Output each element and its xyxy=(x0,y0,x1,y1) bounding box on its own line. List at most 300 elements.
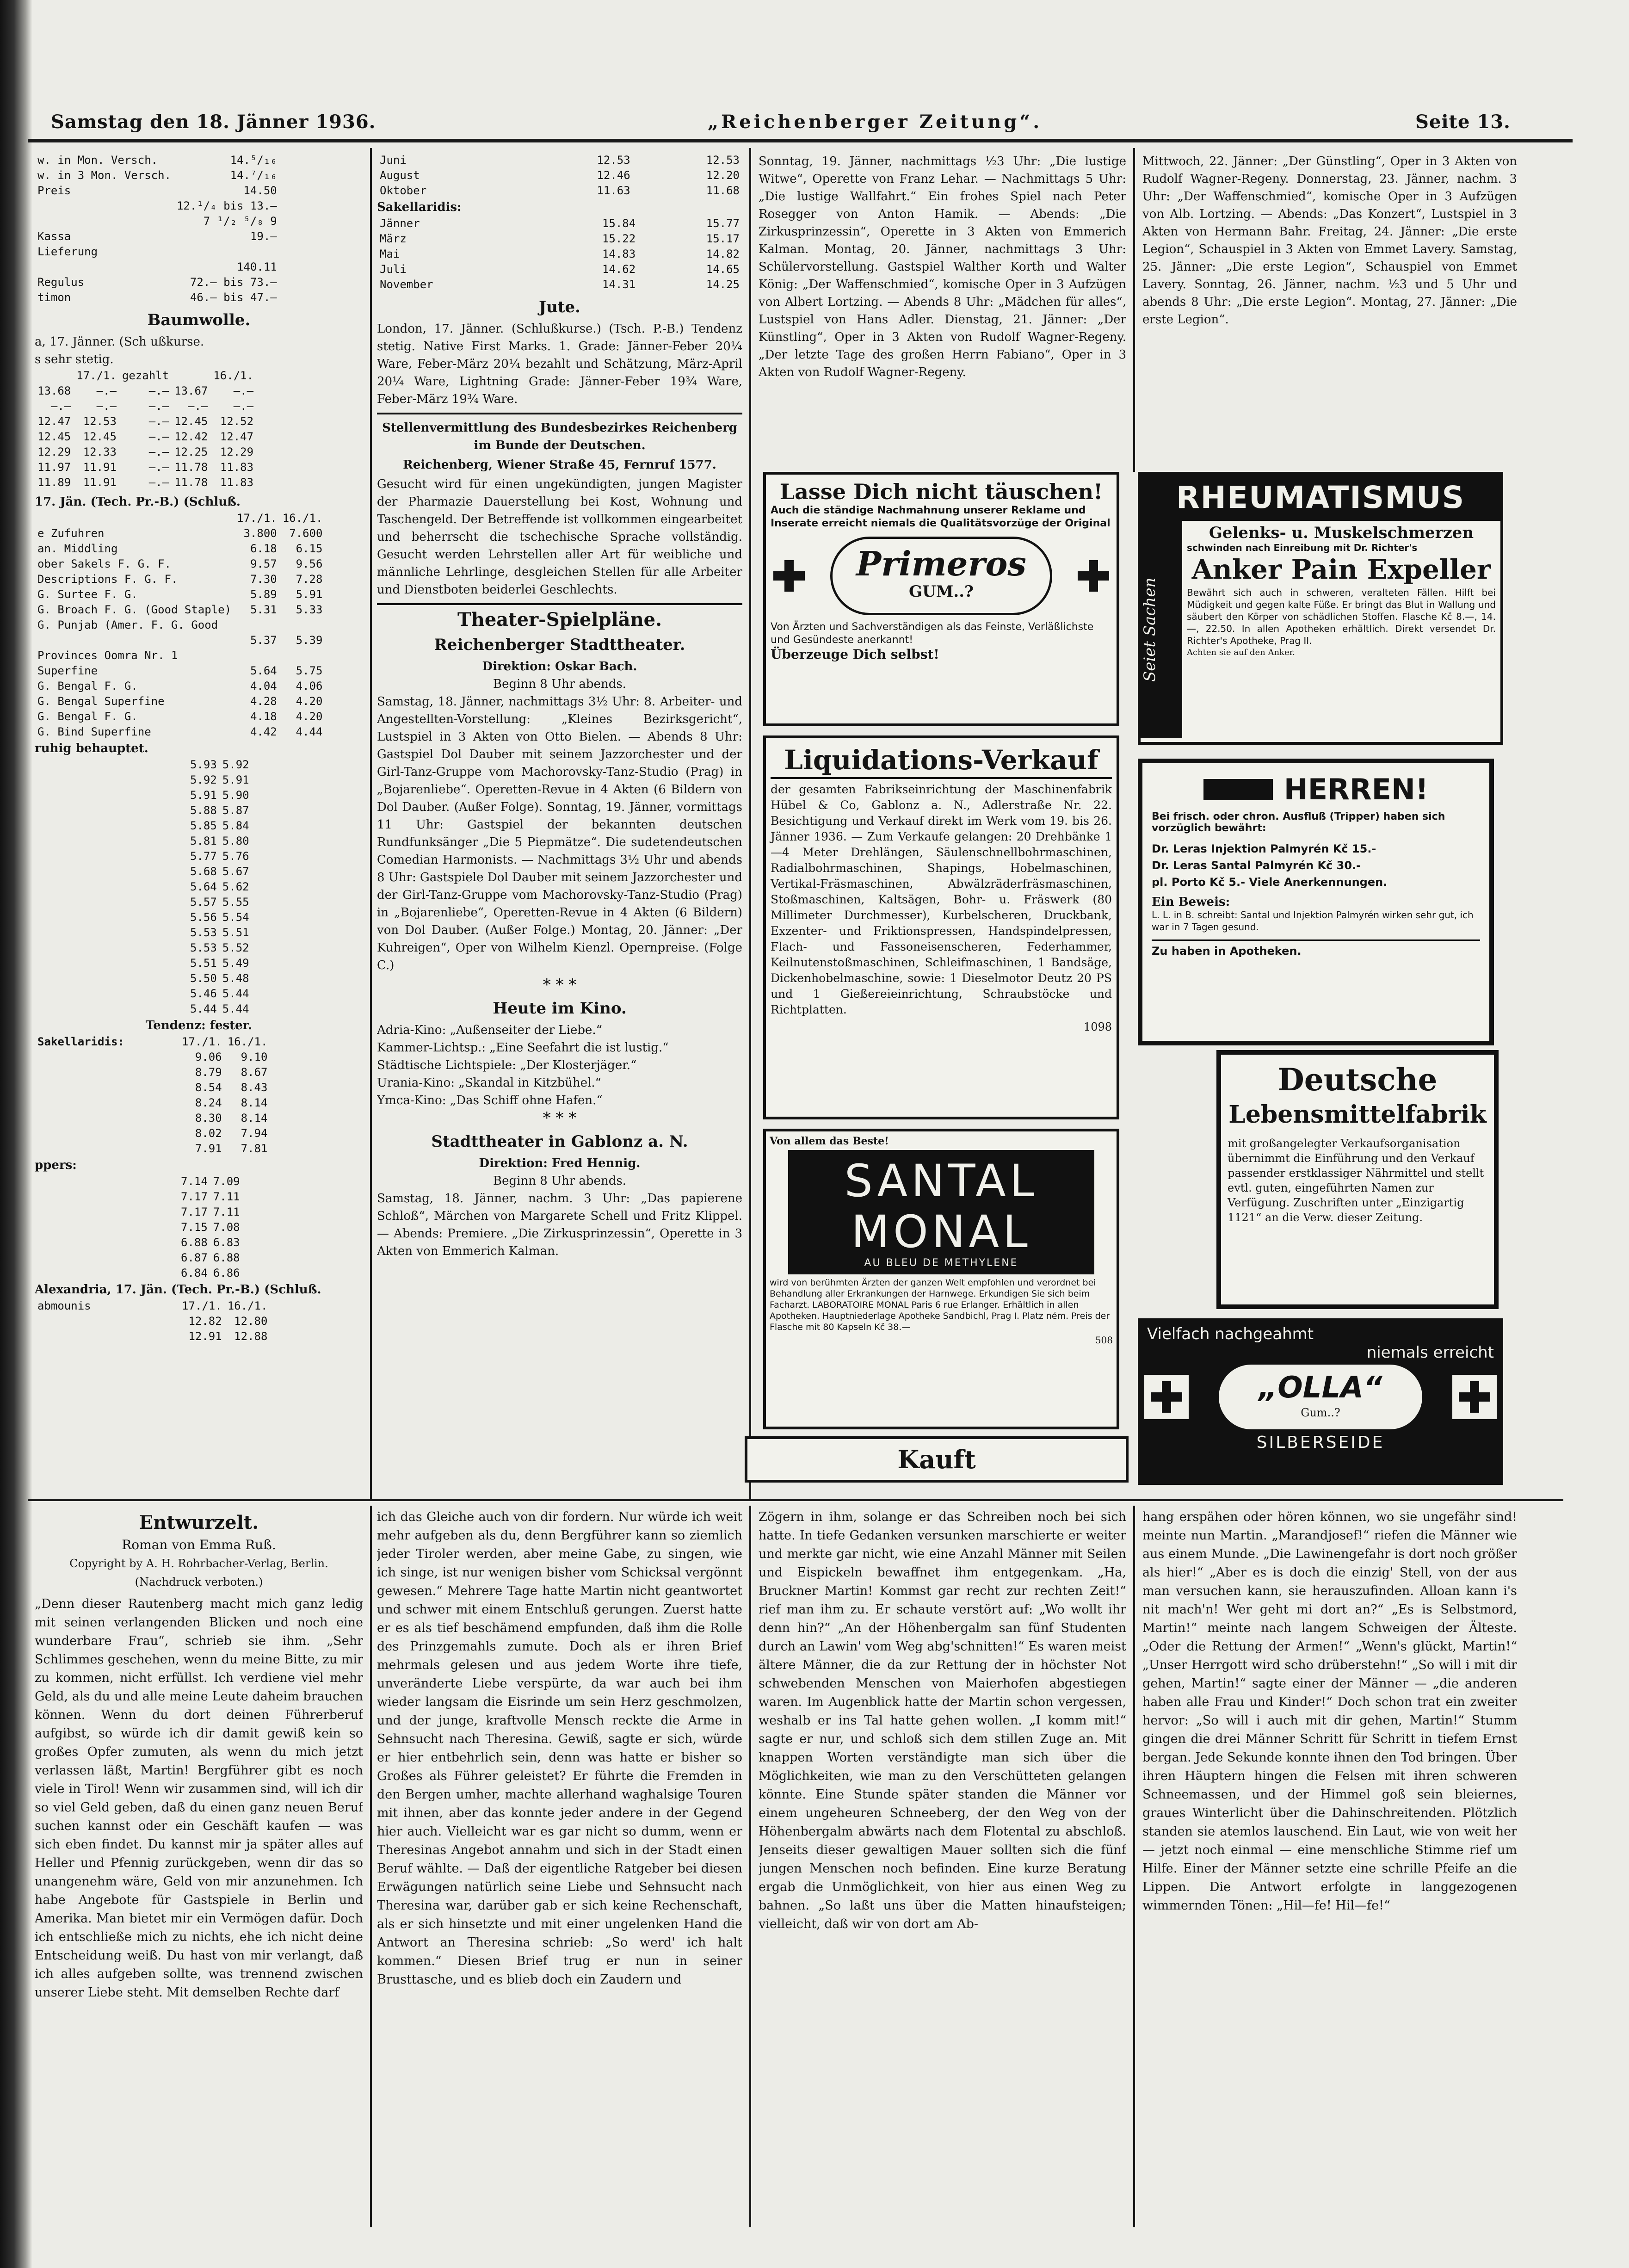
table-cell: 5.53 xyxy=(190,926,217,939)
table-cell: 9.57 xyxy=(250,557,277,570)
table-cell xyxy=(285,198,291,214)
table-cell xyxy=(285,214,291,229)
olla-foot: SILBERSEIDE xyxy=(1256,1433,1385,1452)
table-cell: 12.91 xyxy=(188,1330,222,1343)
table-cell xyxy=(280,275,285,290)
table-row xyxy=(35,445,256,460)
table-cell xyxy=(35,260,174,275)
santal-title: SANTAL xyxy=(844,1155,1038,1207)
schedule-column-4 xyxy=(1142,153,1517,472)
table-row xyxy=(187,895,252,910)
table-cell: —.— xyxy=(148,384,169,397)
table-cell: 9.10 xyxy=(241,1051,268,1063)
table-row xyxy=(178,1220,243,1235)
table-cell: 12.82 xyxy=(188,1315,222,1328)
table-cell: 14.50 xyxy=(243,184,277,197)
table-cell: 4.44 xyxy=(296,725,323,738)
table-cell: 4.20 xyxy=(296,710,323,723)
table-cell: 8.43 xyxy=(241,1081,268,1094)
table-row xyxy=(187,879,252,895)
cotton-heading: Baumwolle. xyxy=(147,311,251,329)
table-row xyxy=(178,1205,243,1220)
primeros-line: Auch die ständige Nachmahnung unserer Reklame und Inserate erreicht niemals die Qualitätsvorzüge der Original xyxy=(771,505,1111,529)
table-cell: 5.57 xyxy=(190,896,217,908)
table-cell: 5.91 xyxy=(190,789,217,802)
table-cell: 12.52 xyxy=(220,415,254,428)
table-row xyxy=(178,1235,243,1250)
table-row xyxy=(187,849,252,864)
table-row xyxy=(35,260,291,275)
table-row xyxy=(35,1095,270,1111)
table-row xyxy=(35,618,325,633)
table-row xyxy=(35,679,325,694)
table-cell: —.— xyxy=(188,400,208,413)
table-cell: G. Bengal Superfine xyxy=(37,695,165,708)
table-cell: G. Bengal F. G. xyxy=(37,710,138,723)
table-cell: 15.22 xyxy=(602,232,636,245)
table-row xyxy=(35,526,325,541)
table-cell: 5.81 xyxy=(190,834,217,847)
prices-table xyxy=(187,757,252,1017)
primeros-headline: Lasse Dich nicht täuschen! xyxy=(779,479,1103,504)
herren-proof: Ein Beweis: xyxy=(1152,895,1230,909)
table-row xyxy=(377,168,742,183)
novel-title: Entwurzelt. xyxy=(139,1512,259,1533)
table-cell: 7.08 xyxy=(213,1221,240,1234)
liquidation-code: 1098 xyxy=(1083,1020,1112,1033)
table-cell: 5.46 xyxy=(190,987,217,1000)
table-row xyxy=(35,183,291,198)
table-row xyxy=(35,663,325,679)
table-cell xyxy=(234,648,280,663)
table-cell: —.— xyxy=(50,400,71,413)
table-cell: 12.¹/₄ bis 13.— xyxy=(176,199,277,212)
table-cell: November xyxy=(380,278,433,291)
table-cell: 5.67 xyxy=(222,865,249,878)
table-cell xyxy=(35,633,234,648)
table-cell: 8.79 xyxy=(195,1066,222,1079)
table-row xyxy=(35,1080,270,1095)
lebensmittelfabrik-ad xyxy=(1216,1050,1499,1309)
table-row xyxy=(187,772,252,788)
table-row xyxy=(187,910,252,925)
herren-line-3: pl. Porto Kč 5.- Viele Anerkennungen. xyxy=(1152,876,1388,889)
table-cell: 12.53 xyxy=(597,154,630,167)
col-header: 17./1. xyxy=(76,369,117,382)
olla-top-2: niemals erreicht xyxy=(1366,1343,1494,1362)
herren-line-2: Dr. Leras Santal Palmyrén Kč 30.- xyxy=(1152,859,1361,872)
table-row xyxy=(187,834,252,849)
table-cell: e Zufuhren xyxy=(37,527,105,540)
table-cell: 5.62 xyxy=(222,880,249,893)
table-row xyxy=(35,244,291,260)
table-cell: 12.42 xyxy=(174,430,208,443)
table-cell: 72.— bis 73.— xyxy=(190,276,277,289)
stars-separator: * * * xyxy=(543,1109,577,1127)
table-cell: 11.97 xyxy=(37,461,71,474)
table-row xyxy=(187,971,252,986)
table-cell: timon xyxy=(37,291,71,304)
stars-separator: * * * xyxy=(543,976,577,994)
uppers-table xyxy=(178,1174,243,1281)
kino-item: Urania-Kino: „Skandal in Kitzbühel.“ xyxy=(377,1076,601,1090)
table-cell: 7.91 xyxy=(195,1142,222,1155)
table-cell xyxy=(285,290,291,305)
table-row xyxy=(35,475,256,490)
table-cell: 11.83 xyxy=(220,476,254,489)
table-cell xyxy=(35,198,174,214)
table-row xyxy=(377,153,742,168)
table-cell: Lieferung xyxy=(37,245,98,258)
binding-spine xyxy=(0,0,32,2268)
table-cell: —.— xyxy=(148,461,169,474)
table-row xyxy=(178,1250,243,1266)
herren-sub: Bei frisch. oder chron. Ausfluß (Tripper) haben sich vorzüglich bewährt: xyxy=(1152,811,1445,834)
kino-item: Adria-Kino: „Außenseiter der Liebe.“ xyxy=(377,1023,602,1037)
table-row xyxy=(187,788,252,803)
header-date: Samstag den 18. Jänner 1936. xyxy=(51,111,376,133)
table-cell: 7.17 xyxy=(181,1190,208,1203)
table-cell: 5.44 xyxy=(190,1002,217,1015)
table-cell: 5.37 xyxy=(250,634,277,647)
table-cell: 4.20 xyxy=(296,695,323,708)
table-cell: 5.76 xyxy=(222,850,249,863)
table-cell xyxy=(285,168,291,183)
table-cell: 4.28 xyxy=(250,695,277,708)
table-row xyxy=(178,1189,243,1205)
table-row xyxy=(377,277,742,292)
table-cell: 7.81 xyxy=(241,1142,268,1155)
table-cell: 5.49 xyxy=(222,957,249,970)
primeros-gum: GUM..? xyxy=(909,582,974,601)
table-cell: 5.64 xyxy=(190,880,217,893)
table-cell: 13.68 xyxy=(37,384,71,397)
table-cell: 7.11 xyxy=(213,1205,240,1218)
novel-text: Zögern in ihm, solange er das Schreiben noch bei sich hatte. In tiefe Gedanken versunken marschierte er weiter und merkte gar nicht, wie eine Anzahl Männer mit Seilen und Eispickeln bewaffnet ihm entgegenkam. „Ha, Bruckner Martin! Kommst gar recht zur rechten Zeit!“ rief man ihm zu. Er schaute verstört auf: „Wo wollt ihr denn hin?“ „An der Höhenbergalm san fünf Studenten durch an Lawin' vom Weg abg'schnitten!“ Es waren meist ältere Männer, die da zur Rettung der in höchster Not schwebenden Menschen von Maierhofen abgestiegen waren. Im Augenblick hatte der Martin schon vergessen, weshalb er ins Tal hatte gehen wollen. „I komm mit!“ sagte er nur, und schloß sich dem stillen Zuge an. Mit knappen Worten verständigte man sich über die Möglichkeiten, wie man zu den Verschütteten gelangen könnte. Eine Stunde später standen die Männer vor einem ungeheuren Schneeberg, der den Weg von der Höhenbergalm abwärts nach dem Flotental zu abschloß. Jenseits dieser gewaltigen Mauer sollten sich die fünf jungen Menschen noch befinden. Eine kurze Beratung ergab die Unmöglichkeit, von hier aus einen Weg zu bahnen. „So laßt uns über die Matten hinaufsteigen; vielleicht, daß wir von dort am Ab- xyxy=(759,1510,1126,1931)
table-row xyxy=(187,864,252,879)
column-rule xyxy=(1133,148,1135,472)
table-row xyxy=(35,572,325,587)
column-rule xyxy=(749,148,751,1499)
table-cell: —.— xyxy=(96,400,117,413)
rheuma-side: Seiet Sachen xyxy=(1141,521,1182,738)
table-cell: 11.91 xyxy=(83,476,117,489)
table-row xyxy=(377,216,742,231)
table-cell xyxy=(285,153,291,168)
table-cell: G. Punjab (Amer. F. G. Good xyxy=(37,618,218,631)
table-cell: August xyxy=(380,169,420,182)
table-row xyxy=(35,541,325,556)
section-rule xyxy=(28,1499,1563,1501)
table-cell: Juni xyxy=(380,154,407,167)
lebensmittel-title-2: Lebensmittelfabrik xyxy=(1228,1100,1487,1129)
santal-subtitle: AU BLEU DE METHYLENE xyxy=(864,1257,1018,1269)
table-cell: 7.15 xyxy=(181,1221,208,1234)
table-cell: Kassa xyxy=(37,230,71,243)
table-cell: 8.30 xyxy=(195,1112,222,1125)
markets-column-2 xyxy=(377,153,742,1494)
market-tendency: ruhig behauptet. xyxy=(35,742,148,755)
table-cell: 19.— xyxy=(250,230,277,243)
table-row xyxy=(35,229,291,244)
alexandria-heading: Alexandria, 17. Jän. (Tech. Pr.-B.) (Schluß. xyxy=(35,1283,321,1297)
table-cell xyxy=(280,618,326,633)
table-cell: 14.⁷/₁₆ xyxy=(230,169,277,182)
table-cell: 7.11 xyxy=(213,1190,240,1203)
table-cell: 5.68 xyxy=(190,865,217,878)
table-cell: Juli xyxy=(380,263,407,276)
table-cell: 12.53 xyxy=(706,154,740,167)
table-cell: 5.44 xyxy=(222,987,249,1000)
table-cell xyxy=(285,183,291,198)
table-cell: w. in 3 Mon. Versch. xyxy=(37,169,171,182)
cotton2-table xyxy=(35,511,325,740)
table-row xyxy=(35,1065,270,1080)
table-cell xyxy=(35,1126,179,1141)
rheuma-brand: Anker Pain Expeller xyxy=(1191,554,1491,585)
table-cell: 15.84 xyxy=(602,217,636,230)
table-cell: 12.45 xyxy=(37,430,71,443)
table-row xyxy=(35,399,256,414)
table-cell xyxy=(280,260,285,275)
table-cell: 5.55 xyxy=(222,896,249,908)
kino-heading: Heute im Kino. xyxy=(493,999,627,1018)
novel-column-4 xyxy=(1142,1508,1517,2230)
table-cell: ober Sakels F. G. F. xyxy=(37,557,171,570)
table-cell: 7.14 xyxy=(181,1175,208,1188)
table-cell: 5.48 xyxy=(222,972,249,985)
primeros-ad xyxy=(763,472,1119,726)
table-cell: 4.42 xyxy=(250,725,277,738)
table-row xyxy=(187,803,252,818)
table-cell: G. Broach F. G. (Good Staple) xyxy=(37,603,232,616)
table-cell: G. Bengal F. G. xyxy=(37,680,138,692)
table-cell: Regulus xyxy=(37,276,85,289)
table-cell: 12.80 xyxy=(234,1315,268,1328)
table-cell: Oktober xyxy=(380,184,427,197)
novel-copyright: Copyright by A. H. Rohrbacher-Verlag, Berlin. xyxy=(69,1557,328,1570)
table-row xyxy=(35,383,256,399)
cross-icon xyxy=(771,557,808,594)
table-row xyxy=(35,694,325,709)
table-cell: 14.⁵/₁₆ xyxy=(230,154,277,167)
tendency-label: Tendenz: fester. xyxy=(145,1019,253,1032)
table-cell: 4.04 xyxy=(250,680,277,692)
primeros-footer: Von Ärzten und Sachverständigen als das Feinste, Verläßlichste und Gesündeste anerkannt! xyxy=(771,621,1094,646)
table-cell: 12.45 xyxy=(83,430,117,443)
theater-program: Samstag, 18. Jänner, nachmittags 3½ Uhr: 8. Arbeiter- und Angestellten-Vorstellung: „Kleines Bezirksgericht“, Lustspiel in 3 Akten von Otto Bielen. — Abends 8 Uhr: Gastspiel Dol Dauber mit seinem Jazzorchester und der Girl-Tanz-Gruppe vom Machorovsky-Tanz-Studio (Prag) in „Bojarenliebe“. Operetten-Revue in 4 Akten (6 Bildern von Dol Dauber. (Außer Folge). Sonntag, 19. Jänner, vormittags 11 Uhr: Gastspiel der bekannten deutschen Rundfunksänger „Die 5 Piepmätze“. Die sudetendeutschen Comedian Harmonists. — Nachmittags 3½ Uhr und abends 8 Uhr: Gastspiele Dol Dauber mit seinem Jazzorchester und der Girl-Tanz-Gruppe vom Machorovsky-Tanz-Studio (Prag) in „Bojarenliebe“, Operetten-Revue in 4 Akten (6 Bildern) von Dol Dauber. (Außer Folge.) Montag, 20. Jänner: „Der Kuhreigen“, Oper von Wilhelm Kienzl. Opernpreise. (Folge C.) xyxy=(377,695,742,972)
table-cell: 13.67 xyxy=(174,384,208,397)
novel-text: ich das Gleiche auch von dir fordern. Nur würde ich weit mehr aufgeben als du, denn Bergführer kann so ziemlich jeder Tiroler werden, aber meine Gabe, zu singen, wie ich singe, ist nur wenigen bisher vom Schicksal vergönnt gewesen.“ Mehrere Tage hatte Martin nicht geantwortet und schwer mit einem Entschluß gerungen. Zuerst hatte er es als tief beschämend empfunden, daß ihm die Rolle des Prinzgemahls zumute. Doch als er ihren Brief mehrmals gelesen und aus jedem Worte ihre tiefe, unveränderte Liebe verspürte, da war auch bei ihm wieder langsam die Eisrinde um sein Herz geschmolzen, und der junge, kraftvolle Mensch reckte die Arme in Sehnsucht nach Theresina. Gewiß, sagte er sich, würde er hier entbehrlich sein, denn was hatte er bisher so Großes als Führer geleistet? Er führte die Fremden in den Bergen umher, machte allerhand waghalsige Touren mit ihnen, aber das konnte jeder andere in der Gegend hier auch. Vielleicht war es gar nicht so dumm, wenn er Theresinas Angebot annahm und sich in der Stadt einen Beruf wählte. — Daß der eigentliche Ratgeber bei diesen Erwägungen natürlich seine Liebe und Sehnsucht nach Theresina war, darüber gab er sich keine Rechenschaft, als er sich hinsetzte und mit einer ungelenken Hand die Antwort an Theresina schrieb: „So werd' ich halt kommen.“ Diesen Brief trug er nun in seiner Brusttasche, und es blieb doch ein Zaudern und xyxy=(377,1510,742,1987)
liquidation-headline: Liquidations-Verkauf xyxy=(771,743,1112,779)
table-cell: 7.600 xyxy=(289,527,323,540)
table-cell: 8.24 xyxy=(195,1096,222,1109)
table-cell: 6.87 xyxy=(181,1251,208,1264)
kino-item: Kammer-Lichtsp.: „Eine Seefahrt die ist lustig.“ xyxy=(377,1041,669,1055)
novel-text: „Denn dieser Rautenberg macht mich ganz ledig mit seinen verlangenden Blicken und noch eine wunderbare Frau“, schrieb sie ihm. „Sehr Schlimmes geschehen, wenn du meine Bitte, zu mir zu kommen, nicht erfüllst. Ich verdiene viel mehr Geld, als du und alle meine Leute daheim brauchen können. Wenn du dort deinen Führerberuf aufgibst, so würde ich dir damit gewiß kein so großes Opfer zumuten, als wenn du mich jetzt verlassen läßt, Martin! Bergführer gibt es noch viele in Tirol! Wenn wir zusammen sind, will ich dir so viel Geld geben, daß du einen ganz neuen Beruf suchen kannst oder ein Geschäft kaufen — was sich eben findet. Du kannst mir ja später alles auf Heller und Pfennig zurückgeben, wenn dir das so unangenehm wäre, Geld von mir anzunehmen. Ich habe Angebote für Gastspiele in Berlin und Amerika. Man bietet mir ein Vermögen dafür. Doch ich entschließe mich zu nichts, ehe ich nicht deine Entscheidung weiß. Du hast von mir verlangt, daß ich alles aufgeben sollte, was trennend zwischen unserer Liebe steht. Mit demselben Rechte darf xyxy=(35,1597,363,2000)
herren-quote: L. L. in B. schreibt: Santal und Injektion Palmyrén wirken sehr gut, ich war in 7 Tagen gesund. xyxy=(1152,909,1474,933)
table-cell: 12.53 xyxy=(83,415,117,428)
kauft-text: Kauft xyxy=(897,1445,976,1474)
table-cell: 12.29 xyxy=(220,445,254,458)
table-cell: 5.56 xyxy=(190,911,217,924)
table-cell xyxy=(35,1314,179,1329)
olla-top: Vielfach nachgeahmt xyxy=(1147,1325,1314,1343)
table-cell: 15.77 xyxy=(706,217,740,230)
table-cell xyxy=(280,183,285,198)
cotton-table xyxy=(35,368,256,490)
monal-title: MONAL xyxy=(851,1206,1031,1258)
table-cell xyxy=(35,214,174,229)
table-cell: 5.64 xyxy=(250,664,277,677)
table-cell: 5.39 xyxy=(296,634,323,647)
table-cell: 5.93 xyxy=(190,758,217,771)
table-cell xyxy=(285,275,291,290)
table-cell: —.— xyxy=(148,400,169,413)
theater-director: Direktion: Oskar Bach. xyxy=(482,660,637,674)
table-cell: 6.18 xyxy=(250,542,277,555)
table-cell: 7.17 xyxy=(181,1205,208,1218)
table-cell: 3.800 xyxy=(243,527,277,540)
table-row xyxy=(377,247,742,262)
table-cell: 5.90 xyxy=(222,789,249,802)
table-cell xyxy=(35,1141,179,1156)
job-office-address: Reichenberg, Wiener Straße 45, Fernruf 1577. xyxy=(403,458,716,472)
uppers-label: ppers: xyxy=(35,1158,77,1172)
cotton2-heading: 17. Jän. (Tech. Pr.-B.) (Schluß. xyxy=(35,495,241,509)
table-cell: 11.68 xyxy=(706,184,740,197)
table-cell: 6.88 xyxy=(213,1251,240,1264)
table-row xyxy=(35,1111,270,1126)
table-cell: 5.87 xyxy=(222,804,249,817)
table-cell xyxy=(280,214,285,229)
table-cell xyxy=(280,198,285,214)
table-cell: 7.94 xyxy=(241,1127,268,1140)
table-cell: G. Surtee F. G. xyxy=(37,588,138,601)
table-cell xyxy=(280,168,285,183)
table-row xyxy=(35,633,325,648)
table-row xyxy=(187,940,252,956)
novel-author: Roman von Emma Ruß. xyxy=(122,1537,276,1552)
olla-brand: „OLLA“ xyxy=(1259,1371,1382,1405)
job-office-text: Gesucht wird für einen ungekündigten, jungen Magister der Pharmazie Dauerstellung bei Kost, Wohnung und Taschengeld. Der Betreffende ist vollkommen eingearbeitet und beherrscht die tschechische Sprache vollständig. Gesucht werden Lehrstellen aller Art für weibliche und männliche Lehrlinge, desgleichen Stellen für alle Arbeiter und Dienstboten beiderlei Geschlechts. xyxy=(377,477,742,597)
table-cell: 6.15 xyxy=(296,542,323,555)
header-rule xyxy=(28,139,1573,142)
olla-gum: Gum..? xyxy=(1301,1406,1340,1419)
table-cell: 14.31 xyxy=(602,278,636,291)
col-header: 17./1. xyxy=(237,512,277,525)
table-cell: 12.33 xyxy=(83,445,117,458)
table-row xyxy=(377,262,742,277)
col-header: 17./1. xyxy=(182,1299,222,1312)
metals-table xyxy=(35,153,291,305)
table-row xyxy=(187,956,252,971)
table-cell: 8.67 xyxy=(241,1066,268,1079)
table-row xyxy=(187,1001,252,1017)
column-rule xyxy=(1133,1506,1135,2227)
table-cell: 11.78 xyxy=(174,461,208,474)
table-cell: 5.52 xyxy=(222,941,249,954)
table-cell: —.— xyxy=(148,415,169,428)
table-cell xyxy=(35,1050,179,1065)
santal-monal-ad xyxy=(763,1129,1119,1429)
table-cell: w. in Mon. Versch. xyxy=(37,154,158,167)
table-cell: —.— xyxy=(233,400,254,413)
col-header: 16./1. xyxy=(213,369,254,382)
rheuma-headline: RHEUMATISMUS xyxy=(1141,475,1500,521)
table-cell: 5.92 xyxy=(222,758,249,771)
table-row xyxy=(187,925,252,940)
table-cell: —.— xyxy=(233,384,254,397)
herren-foot: Zu haben in Apotheken. xyxy=(1152,939,1480,958)
table-cell: 12.25 xyxy=(174,445,208,458)
novel-text: hang erspähen oder hören können, wo sie ungefähr sind! meinte nun Martin. „Marandjosef!“ riefen die Männer wie aus einem Munde. „Die Lawinengefahr is dort noch größer als hier!“ „Aber es is doch die einzig' Stell, von der aus man versuchen kann, sie herauszufinden. Alloan kann i's nit mach'n! Wer geht mi dort an?“ „Es is Selbstmord, Martin!“ meinte nach langem Schweigen der Älteste. „Oder die Rettung der Armen!“ „Wenn's glückt, Martin!“ „Unser Herrgott wird scho drüberstehn!“ „So will i mit dir gehen, Martin!“ sagte einer der Männer — „die anderen haben alle Frau und Kinder!“ Doch schon trat ein zweiter hervor: „So will i auch mit dir gehen, Martin!“ Stumm gingen die drei Männer Schritt für Schritt in tiefem Ernst bergan. Jede Sekunde konnte ihnen den Tod bringen. Über ihren Häuptern hingen die Felsen mit ihren schweren Schneemassen, und der Himmel goß sein bleiernes, graues Winterlicht über die Dahinschreitenden. Plötzlich standen sie atemlos lauschend. Ein Laut, wie von weit her — jetzt noch einmal — eine menschliche Stimme rief um Hilfe. Einer der Männer setzte eine schrille Pfeife an die Lippen. Die Antwort erfolgte in langgezogenen wimmernden Tönen: „Hil—fe! Hil—fe!“ xyxy=(1142,1510,1517,1913)
gablonz-heading: Stadttheater in Gablonz a. N. xyxy=(431,1132,688,1151)
table-cell: 5.75 xyxy=(296,664,323,677)
novel-column-2 xyxy=(377,1508,742,2230)
col-header: 16./1. xyxy=(227,1035,268,1048)
table-row xyxy=(35,709,325,724)
santal-code: 508 xyxy=(1095,1335,1113,1346)
cotton-subtitle-2: s sehr stetig. xyxy=(35,352,114,366)
herren-headline: HERREN! xyxy=(1283,772,1429,806)
table-cell: 14.83 xyxy=(602,247,636,260)
olla-ad xyxy=(1138,1318,1503,1485)
rheuma-foot: Achten sie auf den Anker. xyxy=(1187,648,1295,657)
table-row xyxy=(187,757,252,772)
sakel-label: Sakellaridis: xyxy=(37,1035,124,1048)
table-cell: Superfine xyxy=(37,664,98,677)
table-cell: 5.31 xyxy=(250,603,277,616)
table-cell: 6.83 xyxy=(213,1236,240,1249)
table-cell: 14.65 xyxy=(706,263,740,276)
table-cell: 5.80 xyxy=(222,834,249,847)
table-cell xyxy=(35,1065,179,1080)
table-cell: 5.77 xyxy=(190,850,217,863)
table-cell: 5.51 xyxy=(222,926,249,939)
table-cell: 9.06 xyxy=(195,1051,222,1063)
rheuma-sub: schwinden nach Einreibung mit Dr. Richter's xyxy=(1187,542,1418,553)
table-cell xyxy=(280,229,285,244)
table-cell: 12.20 xyxy=(706,169,740,182)
herren-line-1: Dr. Leras Injektion Palmyrén Kč 15.- xyxy=(1152,842,1376,855)
jute-heading: Jute. xyxy=(539,298,580,316)
markets-column-1 xyxy=(35,153,363,1494)
theater-subheading: Reichenberger Stadttheater. xyxy=(434,636,685,654)
table-row xyxy=(35,602,325,618)
cotton-subtitle: a, 17. Jänner. (Sch ußkurse. xyxy=(35,335,204,349)
table-cell: 8.54 xyxy=(195,1081,222,1094)
table-cell: 12.47 xyxy=(37,415,71,428)
table-row xyxy=(35,214,291,229)
table-cell: —.— xyxy=(96,384,117,397)
cross-icon xyxy=(1456,1378,1493,1415)
table-row xyxy=(35,153,291,168)
table-row xyxy=(187,818,252,834)
table-cell xyxy=(35,1329,179,1344)
table-cell: 11.89 xyxy=(37,476,71,489)
table-row xyxy=(377,231,742,247)
col-header: 16./1. xyxy=(227,1299,268,1312)
table-cell: 8.14 xyxy=(241,1096,268,1109)
novel-column-3 xyxy=(759,1508,1126,2230)
table-cell: 5.92 xyxy=(190,773,217,786)
table-cell: 12.29 xyxy=(37,445,71,458)
table-row xyxy=(35,460,256,475)
table-cell: 5.91 xyxy=(296,588,323,601)
table-cell: 5.33 xyxy=(296,603,323,616)
table-cell: 9.56 xyxy=(296,557,323,570)
